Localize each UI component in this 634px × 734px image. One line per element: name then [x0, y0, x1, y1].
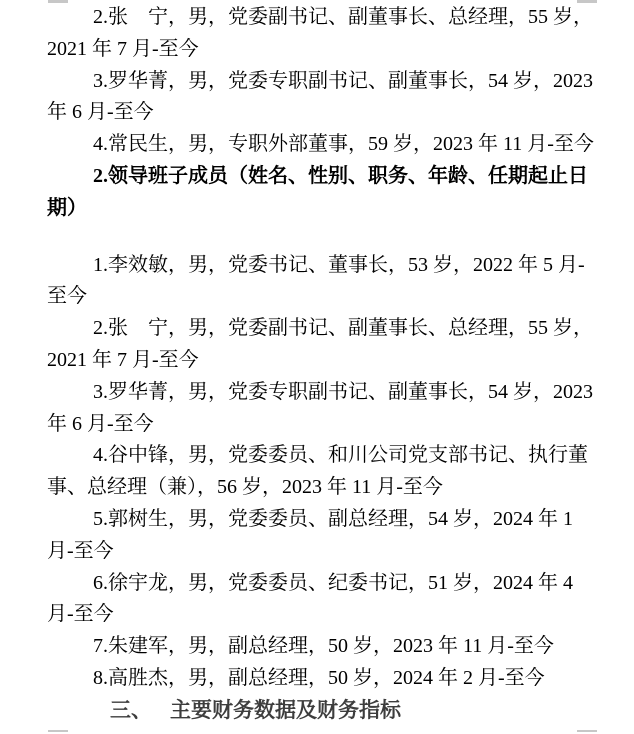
section-title: 主要财务数据及财务指标	[170, 698, 401, 722]
paragraph-lines	[47, 2, 594, 695]
text-line: 2021 年 7 月-至今	[47, 37, 199, 60]
blank-line	[47, 225, 588, 250]
text-line: 2.张 宁，男，党委副书记、副董事长、总经理，55 岁，	[93, 6, 593, 28]
text-line: 4.谷中锋，男，党委委员、和川公司党支部书记、执行董	[93, 444, 588, 467]
text-boundary-mark-bottom-left	[48, 730, 68, 732]
text-line: 月-至今	[47, 603, 114, 626]
text-line: 4.常民生，男，专职外部董事，59 岁，2023 年 11 月-至今	[93, 133, 594, 156]
text-line: 8.高胜杰，男，副总经理，50 岁，2024 年 2 月-至今	[93, 666, 545, 689]
text-line: 6.徐宇龙，男，党委委员、纪委书记，51 岁，2024 年 4	[93, 571, 573, 594]
section-heading	[47, 695, 588, 727]
section-number: 三、	[110, 698, 152, 722]
text-line: 年 6 月-至今	[47, 412, 154, 435]
text-line: 月-至今	[47, 539, 114, 562]
text-line: 2.领导班子成员（姓名、性别、职务、年龄、任期起止日	[93, 164, 588, 187]
text-line: 1.李效敏，男，党委书记、董事长，53 岁，2022 年 5 月-	[93, 253, 585, 276]
text-line: 3.罗华菁，男，党委专职副书记、副董事长，54 岁，2023	[93, 380, 593, 403]
text-line: 7.朱建军，男，副总经理，50 岁，2023 年 11 月-至今	[93, 635, 554, 658]
document-body	[47, 2, 594, 727]
text-line: 至今	[47, 285, 87, 308]
text-line: 期）	[47, 196, 87, 219]
text-line: 年 6 月-至今	[47, 101, 154, 124]
text-line: 2021 年 7 月-至今	[47, 348, 199, 371]
text-line: 2.张 宁，男，党委副书记、副董事长、总经理，55 岁，	[93, 317, 593, 340]
text-line: 3.罗华菁，男，党委专职副书记、副董事长，54 岁，2023	[93, 69, 593, 92]
text-line: 5.郭树生，男，党委委员、副总经理，54 岁，2024 年 1	[93, 507, 573, 530]
text-boundary-mark-bottom-right	[577, 730, 597, 732]
text-line: 事、总经理（兼），56 岁，2023 年 11 月-至今	[47, 476, 443, 499]
